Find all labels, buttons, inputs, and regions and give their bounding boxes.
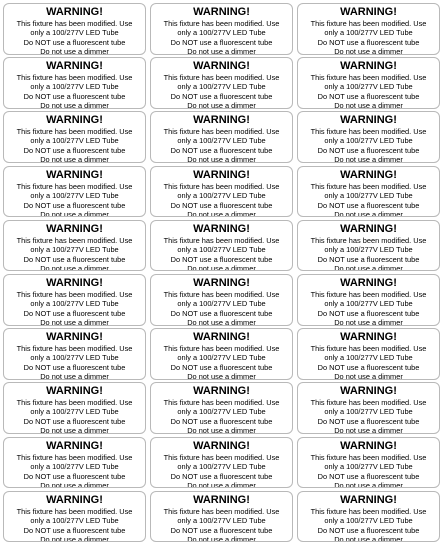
label-line-2: only a 100/277V LED Tube [324, 407, 413, 417]
label-line-4: Do not use a dimmer [40, 47, 109, 55]
label-line-1: This fixture has been modified. Use [310, 235, 427, 245]
warning-label [150, 3, 293, 55]
label-line-1: This fixture has been modified. Use [16, 235, 133, 245]
label-line-2: only a 100/277V LED Tube [177, 190, 266, 200]
label-line-2: only a 100/277V LED Tube [30, 190, 119, 200]
label-line-1: This fixture has been modified. Use [16, 19, 133, 28]
label-line-3: Do NOT use a fluorescent tube [170, 92, 273, 102]
label-line-4: Do not use a dimmer [334, 317, 403, 326]
label-line-4: Do not use a dimmer [334, 372, 403, 380]
label-line-4: Do not use a dimmer [187, 263, 256, 272]
label-line-3: Do NOT use a fluorescent tube [317, 254, 420, 264]
label-line-4: Do not use a dimmer [187, 534, 256, 543]
label-line-1: This fixture has been modified. Use [16, 506, 133, 516]
label-line-4: Do not use a dimmer [40, 209, 109, 218]
label-line-2: only a 100/277V LED Tube [30, 298, 119, 308]
label-title: WARNING! [193, 222, 250, 235]
label-line-4: Do not use a dimmer [187, 317, 256, 326]
warning-label [297, 491, 440, 543]
label-line-2: only a 100/277V LED Tube [177, 136, 266, 146]
label-title: WARNING! [340, 168, 397, 181]
warning-label [3, 328, 146, 380]
label-line-4: Do not use a dimmer [334, 534, 403, 543]
label-line-4: Do not use a dimmer [334, 426, 403, 434]
label-line-4: Do not use a dimmer [334, 480, 403, 489]
label-title: WARNING! [193, 493, 250, 506]
label-title: WARNING! [46, 385, 103, 398]
label-line-3: Do NOT use a fluorescent tube [23, 363, 126, 373]
label-line-3: Do NOT use a fluorescent tube [317, 38, 420, 47]
label-line-1: This fixture has been modified. Use [310, 344, 427, 354]
warning-label [3, 382, 146, 434]
label-line-1: This fixture has been modified. Use [16, 289, 133, 299]
label-line-2: only a 100/277V LED Tube [177, 515, 266, 525]
label-title: WARNING! [193, 331, 250, 344]
label-line-1: This fixture has been modified. Use [163, 19, 280, 28]
warning-label [297, 274, 440, 326]
label-line-1: This fixture has been modified. Use [310, 452, 427, 462]
label-line-4: Do not use a dimmer [187, 426, 256, 434]
label-line-1: This fixture has been modified. Use [310, 181, 427, 191]
warning-label [150, 274, 293, 326]
warning-label [3, 3, 146, 55]
label-line-2: only a 100/277V LED Tube [324, 82, 413, 92]
label-line-1: This fixture has been modified. Use [163, 398, 280, 408]
label-line-1: This fixture has been modified. Use [163, 506, 280, 516]
label-line-3: Do NOT use a fluorescent tube [317, 200, 420, 210]
label-title: WARNING! [340, 276, 397, 289]
label-line-3: Do NOT use a fluorescent tube [23, 38, 126, 47]
label-line-2: only a 100/277V LED Tube [30, 136, 119, 146]
label-line-2: only a 100/277V LED Tube [177, 28, 266, 37]
label-title: WARNING! [46, 439, 103, 452]
label-line-2: only a 100/277V LED Tube [30, 407, 119, 417]
warning-label [3, 274, 146, 326]
label-line-4: Do not use a dimmer [40, 480, 109, 489]
label-line-3: Do NOT use a fluorescent tube [317, 525, 420, 535]
label-line-1: This fixture has been modified. Use [310, 506, 427, 516]
label-line-3: Do NOT use a fluorescent tube [23, 525, 126, 535]
label-title: WARNING! [46, 114, 103, 127]
label-line-2: only a 100/277V LED Tube [324, 298, 413, 308]
label-line-3: Do NOT use a fluorescent tube [23, 254, 126, 264]
label-sheet [3, 3, 441, 546]
warning-label [3, 220, 146, 272]
label-title: WARNING! [193, 168, 250, 181]
label-line-4: Do not use a dimmer [187, 372, 256, 380]
label-title: WARNING! [340, 439, 397, 452]
warning-label [297, 437, 440, 489]
label-title: WARNING! [46, 331, 103, 344]
label-line-4: Do not use a dimmer [40, 101, 109, 109]
label-line-1: This fixture has been modified. Use [16, 398, 133, 408]
label-line-2: only a 100/277V LED Tube [324, 190, 413, 200]
label-line-1: This fixture has been modified. Use [16, 452, 133, 462]
label-line-3: Do NOT use a fluorescent tube [170, 38, 273, 47]
label-title: WARNING! [340, 6, 397, 18]
warning-label [297, 3, 440, 55]
label-title: WARNING! [193, 385, 250, 398]
warning-label [150, 220, 293, 272]
label-line-2: only a 100/277V LED Tube [324, 515, 413, 525]
label-line-2: only a 100/277V LED Tube [324, 136, 413, 146]
label-line-4: Do not use a dimmer [334, 101, 403, 109]
label-line-1: This fixture has been modified. Use [310, 73, 427, 83]
label-line-2: only a 100/277V LED Tube [324, 353, 413, 363]
label-line-1: This fixture has been modified. Use [163, 289, 280, 299]
label-line-3: Do NOT use a fluorescent tube [23, 308, 126, 318]
label-title: WARNING! [340, 222, 397, 235]
label-title: WARNING! [46, 493, 103, 506]
warning-label [150, 57, 293, 109]
label-line-4: Do not use a dimmer [334, 155, 403, 163]
label-title: WARNING! [46, 222, 103, 235]
label-line-4: Do not use a dimmer [40, 317, 109, 326]
label-line-1: This fixture has been modified. Use [16, 181, 133, 191]
label-line-4: Do not use a dimmer [40, 155, 109, 163]
label-title: WARNING! [340, 331, 397, 344]
label-line-3: Do NOT use a fluorescent tube [317, 471, 420, 481]
label-line-1: This fixture has been modified. Use [16, 127, 133, 137]
label-line-2: only a 100/277V LED Tube [30, 244, 119, 254]
label-line-3: Do NOT use a fluorescent tube [170, 308, 273, 318]
label-line-3: Do NOT use a fluorescent tube [23, 471, 126, 481]
label-line-3: Do NOT use a fluorescent tube [170, 525, 273, 535]
label-line-2: only a 100/277V LED Tube [324, 461, 413, 471]
label-line-4: Do not use a dimmer [187, 209, 256, 218]
warning-label [3, 491, 146, 543]
label-line-1: This fixture has been modified. Use [163, 73, 280, 83]
label-line-1: This fixture has been modified. Use [16, 73, 133, 83]
warning-label [150, 382, 293, 434]
label-title: WARNING! [193, 439, 250, 452]
label-line-3: Do NOT use a fluorescent tube [170, 146, 273, 156]
label-line-1: This fixture has been modified. Use [310, 19, 427, 28]
warning-label [3, 437, 146, 489]
label-line-1: This fixture has been modified. Use [310, 127, 427, 137]
warning-label [297, 111, 440, 163]
warning-label [3, 166, 146, 218]
label-line-2: only a 100/277V LED Tube [177, 298, 266, 308]
label-line-4: Do not use a dimmer [40, 534, 109, 543]
label-line-3: Do NOT use a fluorescent tube [23, 146, 126, 156]
label-line-1: This fixture has been modified. Use [310, 398, 427, 408]
label-line-2: only a 100/277V LED Tube [177, 244, 266, 254]
label-line-4: Do not use a dimmer [334, 47, 403, 55]
label-line-4: Do not use a dimmer [187, 101, 256, 109]
label-line-1: This fixture has been modified. Use [163, 127, 280, 137]
label-line-4: Do not use a dimmer [40, 426, 109, 434]
label-line-2: only a 100/277V LED Tube [30, 515, 119, 525]
label-line-3: Do NOT use a fluorescent tube [23, 92, 126, 102]
label-line-3: Do NOT use a fluorescent tube [170, 417, 273, 427]
label-line-4: Do not use a dimmer [187, 480, 256, 489]
label-title: WARNING! [46, 6, 103, 18]
warning-label [297, 57, 440, 109]
warning-label [3, 111, 146, 163]
label-line-3: Do NOT use a fluorescent tube [317, 417, 420, 427]
warning-label [3, 57, 146, 109]
label-line-2: only a 100/277V LED Tube [30, 461, 119, 471]
label-title: WARNING! [340, 60, 397, 73]
label-title: WARNING! [193, 276, 250, 289]
label-line-2: only a 100/277V LED Tube [30, 82, 119, 92]
warning-label [150, 328, 293, 380]
label-line-4: Do not use a dimmer [187, 47, 256, 55]
label-line-2: only a 100/277V LED Tube [177, 461, 266, 471]
label-line-2: only a 100/277V LED Tube [177, 407, 266, 417]
label-title: WARNING! [340, 493, 397, 506]
label-line-3: Do NOT use a fluorescent tube [317, 363, 420, 373]
label-title: WARNING! [46, 60, 103, 73]
label-line-4: Do not use a dimmer [40, 263, 109, 272]
warning-label [150, 437, 293, 489]
label-line-2: only a 100/277V LED Tube [30, 28, 119, 37]
label-line-2: only a 100/277V LED Tube [324, 244, 413, 254]
label-line-3: Do NOT use a fluorescent tube [317, 146, 420, 156]
label-line-3: Do NOT use a fluorescent tube [170, 254, 273, 264]
label-line-3: Do NOT use a fluorescent tube [317, 308, 420, 318]
warning-label [297, 382, 440, 434]
warning-label [297, 220, 440, 272]
warning-label [297, 328, 440, 380]
label-line-2: only a 100/277V LED Tube [30, 353, 119, 363]
label-line-3: Do NOT use a fluorescent tube [317, 92, 420, 102]
label-line-2: only a 100/277V LED Tube [177, 82, 266, 92]
label-line-1: This fixture has been modified. Use [163, 344, 280, 354]
warning-label [150, 111, 293, 163]
label-line-1: This fixture has been modified. Use [16, 344, 133, 354]
label-line-3: Do NOT use a fluorescent tube [170, 200, 273, 210]
label-line-3: Do NOT use a fluorescent tube [23, 200, 126, 210]
label-line-1: This fixture has been modified. Use [163, 181, 280, 191]
label-title: WARNING! [340, 385, 397, 398]
label-title: WARNING! [193, 60, 250, 73]
label-title: WARNING! [46, 168, 103, 181]
label-line-3: Do NOT use a fluorescent tube [23, 417, 126, 427]
label-title: WARNING! [193, 6, 250, 18]
warning-label [150, 491, 293, 543]
label-line-1: This fixture has been modified. Use [163, 235, 280, 245]
label-line-4: Do not use a dimmer [187, 155, 256, 163]
warning-label [150, 166, 293, 218]
label-line-4: Do not use a dimmer [334, 209, 403, 218]
label-line-4: Do not use a dimmer [40, 372, 109, 380]
label-line-3: Do NOT use a fluorescent tube [170, 363, 273, 373]
label-title: WARNING! [46, 276, 103, 289]
label-line-2: only a 100/277V LED Tube [177, 353, 266, 363]
label-title: WARNING! [340, 114, 397, 127]
label-line-4: Do not use a dimmer [334, 263, 403, 272]
label-line-1: This fixture has been modified. Use [310, 289, 427, 299]
label-line-2: only a 100/277V LED Tube [324, 28, 413, 37]
label-title: WARNING! [193, 114, 250, 127]
label-line-3: Do NOT use a fluorescent tube [170, 471, 273, 481]
warning-label [297, 166, 440, 218]
label-line-1: This fixture has been modified. Use [163, 452, 280, 462]
